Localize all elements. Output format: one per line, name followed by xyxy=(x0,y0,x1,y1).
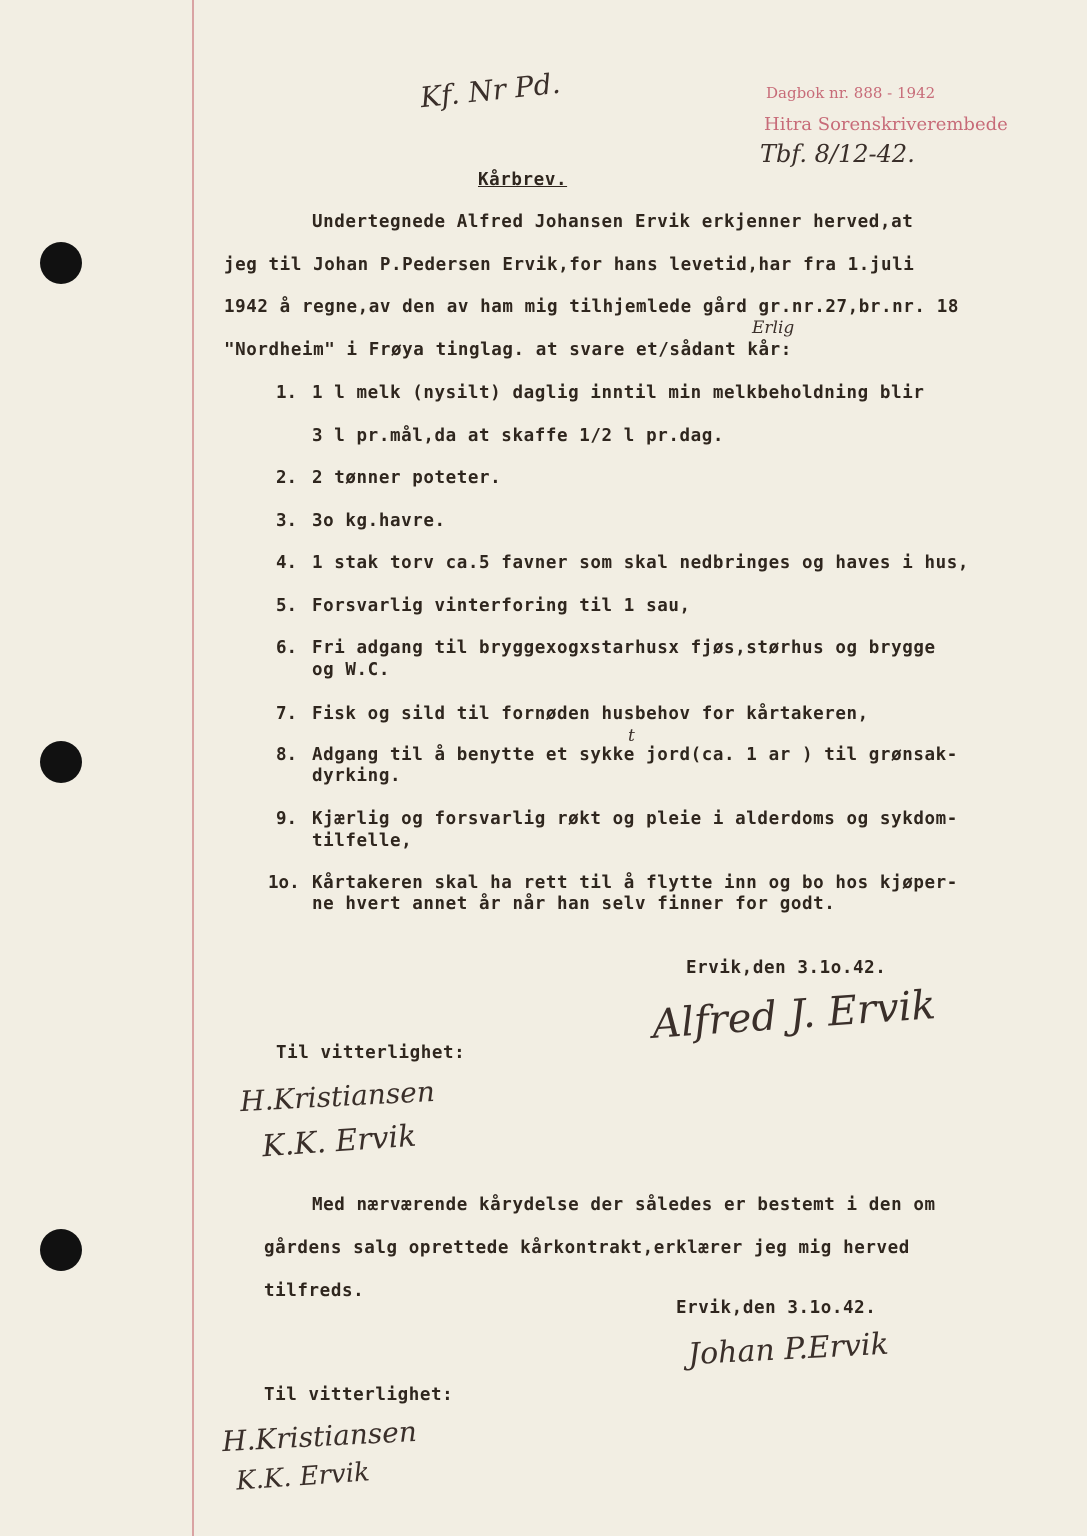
item-number: 7. xyxy=(276,704,298,724)
item-text: Adgang til å benytte et sykke jord(ca. 1 ar ) til grønsak- xyxy=(312,745,958,765)
witness-signature: K.K. Ervik xyxy=(260,1118,418,1165)
punch-hole xyxy=(40,741,82,783)
item-text: 3 l pr.mål,da at skaffe 1/2 l pr.dag. xyxy=(312,426,725,446)
place-date: Ervik,den 3.1o.42. xyxy=(686,958,887,978)
witness-label: Til vitterlighet: xyxy=(264,1385,454,1405)
closing-line: tilfreds. xyxy=(264,1281,365,1301)
item-text: Kårtakeren skal ha rett til å flytte inn og bo hos kjøper- xyxy=(312,873,958,893)
margin-rule xyxy=(192,0,194,1536)
item-text: Fri adgang til bryggexogxstarhusx fjøs,størhus og brygge xyxy=(312,638,936,658)
item-number: 3. xyxy=(276,511,298,531)
item-text: 2 tønner poteter. xyxy=(312,468,502,488)
item-number: 6. xyxy=(276,638,298,658)
item-text: Fisk og sild til fornøden husbehov for kårtakeren, xyxy=(312,704,869,724)
stamp-office: Hitra Sorenskriverembede xyxy=(764,114,1008,135)
witness-signature: H.Kristiansen xyxy=(221,1414,418,1459)
closing-line: gårdens salg oprettede kårkontrakt,erklærer jeg mig herved xyxy=(264,1238,910,1258)
handwritten-reference: Kf. Nr Pd. xyxy=(418,66,562,115)
item-text: og W.C. xyxy=(312,660,390,680)
punch-hole xyxy=(40,242,82,284)
witness-label: Til vitterlighet: xyxy=(276,1043,466,1063)
handwritten-insert: Erlig xyxy=(752,318,795,338)
witness-signature: K.K. Ervik xyxy=(235,1457,371,1497)
signature: Johan P.Ervik xyxy=(687,1326,890,1373)
item-number: 1o. xyxy=(268,873,300,893)
intro-line: jeg til Johan P.Pedersen Ervik,for hans levetid,har fra 1.juli xyxy=(224,255,915,275)
item-text: ne hvert annet år når han selv finner for godt. xyxy=(312,894,836,914)
stamp-date-handwritten: Tbf. 8/12-42. xyxy=(760,140,915,168)
item-number: 4. xyxy=(276,553,298,573)
item-text: 3o kg.havre. xyxy=(312,511,446,531)
item-number: 5. xyxy=(276,596,298,616)
item-text: dyrking. xyxy=(312,766,402,786)
closing-line: Med nærværende kårydelse der således er bestemt i den om xyxy=(312,1195,936,1215)
document-title: Kårbrev. xyxy=(478,170,568,190)
item-text: 1 stak torv ca.5 favner som skal nedbringes og haves i hus, xyxy=(312,553,970,573)
place-date: Ervik,den 3.1o.42. xyxy=(676,1298,877,1318)
item-number: 8. xyxy=(276,745,298,765)
item-number: 2. xyxy=(276,468,298,488)
item-text: tilfelle, xyxy=(312,831,413,851)
item-number: 1. xyxy=(276,383,298,403)
signature: Alfred J. Ervik xyxy=(650,982,938,1048)
item-number: 9. xyxy=(276,809,298,829)
intro-line: Undertegnede Alfred Johansen Ervik erkjenner herved,at xyxy=(312,212,914,232)
punch-hole xyxy=(40,1229,82,1271)
handwritten-insert: t xyxy=(628,726,635,746)
intro-line: 1942 å regne,av den av ham mig tilhjemlede gård gr.nr.27,br.nr. 18 xyxy=(224,297,959,317)
item-text: Forsvarlig vinterforing til 1 sau, xyxy=(312,596,691,616)
item-text: Kjærlig og forsvarlig røkt og pleie i alderdoms og sykdom- xyxy=(312,809,958,829)
intro-line: "Nordheim" i Frøya tinglag. at svare et/sådant kår: xyxy=(224,340,792,360)
item-text: 1 l melk (nysilt) daglig inntil min melkbeholdning blir xyxy=(312,383,925,403)
witness-signature: H.Kristiansen xyxy=(239,1074,436,1119)
stamp-journal-number: Dagbok nr. 888 - 1942 xyxy=(766,84,936,102)
